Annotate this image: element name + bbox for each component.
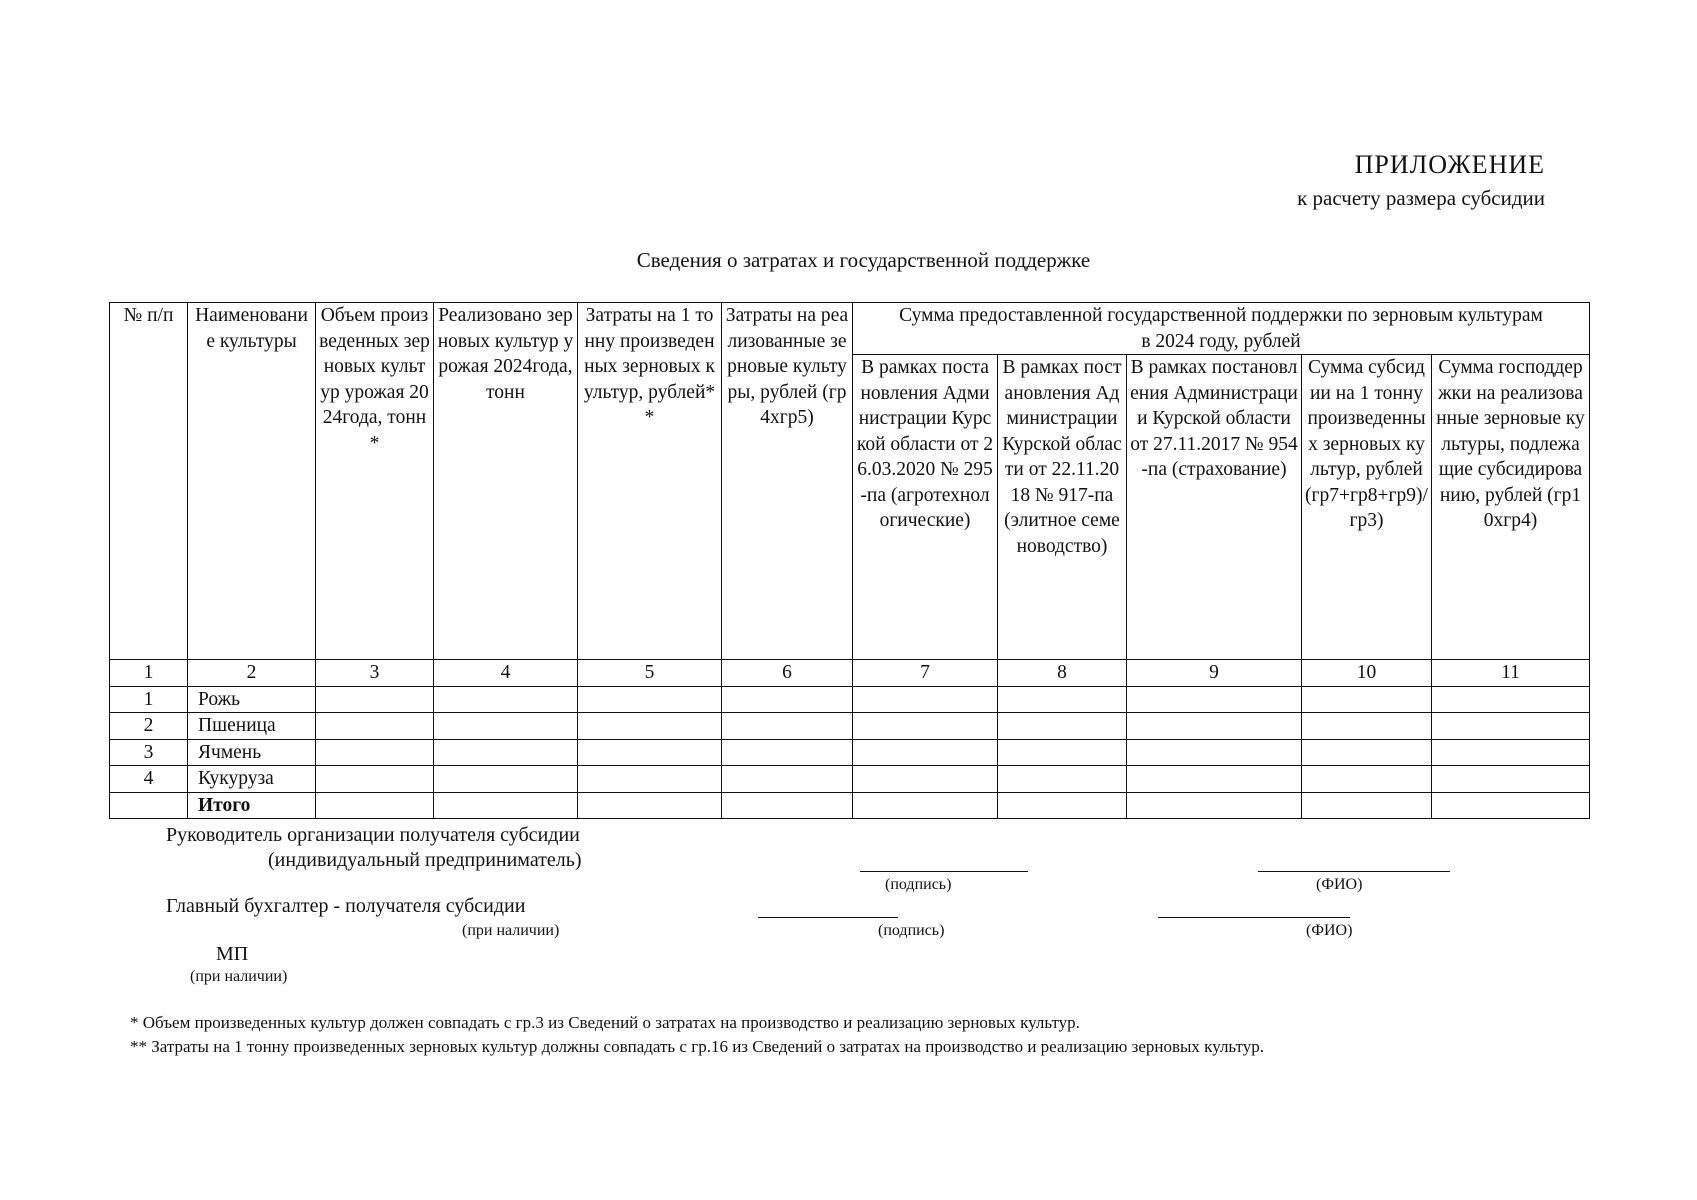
empty-cell (998, 766, 1127, 793)
empty-cell (1432, 792, 1590, 819)
empty-cell (434, 739, 578, 766)
empty-cell (998, 792, 1127, 819)
empty-cell (316, 792, 434, 819)
empty-cell (434, 766, 578, 793)
empty-cell (578, 792, 722, 819)
table-row (110, 713, 1590, 740)
empty-cell (853, 792, 998, 819)
empty-cell (722, 766, 853, 793)
signature-caption: (подпись) (878, 922, 945, 939)
empty-cell (578, 766, 722, 793)
table-row (110, 739, 1590, 766)
empty-cell (1432, 739, 1590, 766)
empty-cell (1302, 713, 1432, 740)
signature-line (860, 871, 1028, 872)
column-number: 6 (722, 660, 853, 687)
empty-cell (1432, 713, 1590, 740)
empty-cell (434, 792, 578, 819)
empty-cell (316, 739, 434, 766)
empty-cell (1302, 766, 1432, 793)
empty-cell (1127, 739, 1302, 766)
col-header-subsidy-per-ton: Сумма субсидии на 1 тонну произведенных зерновых культур, рублей (гр7+гр8+гр9)/гр3) (1302, 355, 1432, 660)
signature-line (758, 917, 898, 918)
col-header-produced-volume: Объем произведенных зерновых культур урожая 2024года, тонн* (316, 303, 434, 660)
col-header-number: № п/п (110, 303, 188, 660)
fio-line (1158, 917, 1350, 918)
document-title: Сведения о затратах и государственной поддержке (636, 248, 1091, 272)
signature-caption: (подпись) (885, 876, 952, 893)
total-row (110, 792, 1590, 819)
chief-accountant-label: Главный бухгалтер - получателя субсидии (166, 895, 526, 917)
empty-cell (1432, 766, 1590, 793)
head-of-organization-label: Руководитель организации получателя субсидии (166, 824, 580, 846)
appendix-title: ПРИЛОЖЕНИЕ (1354, 150, 1545, 179)
table-row (110, 766, 1590, 793)
fio-caption: (ФИО) (1306, 922, 1353, 939)
row-number: 1 (110, 686, 188, 713)
footnote-1: * Объем произведенных культур должен совпадать с гр.3 из Сведений о затратах на производство и реализацию зерновых культур. (130, 1013, 1080, 1032)
crop-name: Рожь (188, 686, 316, 713)
footnote-2: ** Затраты на 1 тонну произведенных зерновых культур должны совпадать с гр.16 из Сведений о затратах на производство и реализацию зерновых культур. (130, 1037, 1264, 1056)
header-row-1 (110, 303, 1590, 355)
empty-cell (110, 792, 188, 819)
empty-cell (722, 686, 853, 713)
col-header-decree-917: В рамках постановления Администрации Курской области от 22.11.2018 № 917-па (элитное семеноводство) (998, 355, 1127, 660)
row-number: 2 (110, 713, 188, 740)
empty-cell (1127, 713, 1302, 740)
col-header-support-sold: Сумма господдержки на реализованные зерновые культуры, подлежащие субсидированию, рублей (гр10хгр4) (1432, 355, 1590, 660)
empty-cell (853, 766, 998, 793)
empty-cell (853, 686, 998, 713)
column-number: 4 (434, 660, 578, 687)
empty-cell (316, 686, 434, 713)
col-header-sold-volume: Реализовано зерновых культур урожая 2024года, тонн (434, 303, 578, 660)
column-number: 8 (998, 660, 1127, 687)
col-header-cost-per-ton: Затраты на 1 тонну произведенных зерновых культур, рублей** (578, 303, 722, 660)
column-numbers-row (110, 660, 1590, 687)
column-number: 7 (853, 660, 998, 687)
empty-cell (1302, 686, 1432, 713)
empty-cell (998, 713, 1127, 740)
col-header-crop-name: Наименование культуры (188, 303, 316, 660)
stamp-label: МП (216, 943, 249, 965)
row-number: 4 (110, 766, 188, 793)
column-number: 5 (578, 660, 722, 687)
empty-cell (434, 713, 578, 740)
empty-cell (998, 686, 1127, 713)
empty-cell (578, 686, 722, 713)
column-number: 2 (188, 660, 316, 687)
empty-cell (722, 739, 853, 766)
column-number: 10 (1302, 660, 1432, 687)
empty-cell (853, 713, 998, 740)
data-table (109, 302, 1590, 819)
fio-caption: (ФИО) (1316, 876, 1363, 893)
column-number: 1 (110, 660, 188, 687)
col-header-support-group: Сумма предоставленной государственной поддержки по зерновым культурам в 2024 году, рублей (853, 303, 1590, 355)
empty-cell (1127, 686, 1302, 713)
col-header-decree-295: В рамках постановления Администрации Курской области от 26.03.2020 № 295-па (агротехнологические) (853, 355, 998, 660)
col-header-decree-954: В рамках постановления Администрации Курской области от 27.11.2017 № 954-па (страхование) (1127, 355, 1302, 660)
empty-cell (1302, 792, 1432, 819)
stamp-note: (при наличии) (190, 968, 288, 985)
empty-cell (722, 713, 853, 740)
column-number: 9 (1127, 660, 1302, 687)
empty-cell (1432, 686, 1590, 713)
row-number: 3 (110, 739, 188, 766)
crop-name: Пшеница (188, 713, 316, 740)
empty-cell (722, 792, 853, 819)
empty-cell (998, 739, 1127, 766)
empty-cell (1127, 766, 1302, 793)
empty-cell (853, 739, 998, 766)
empty-cell (316, 766, 434, 793)
appendix-subtitle: к расчету размера субсидии (1297, 186, 1545, 210)
empty-cell (578, 713, 722, 740)
column-number: 3 (316, 660, 434, 687)
fio-line (1258, 871, 1450, 872)
empty-cell (316, 713, 434, 740)
col-header-sold-costs: Затраты на реализованные зерновые культуры, рублей (гр4хгр5) (722, 303, 853, 660)
total-label: Итого (188, 792, 316, 819)
individual-entrepreneur-label: (индивидуальный предприниматель) (268, 849, 582, 871)
empty-cell (578, 739, 722, 766)
crop-name: Ячмень (188, 739, 316, 766)
empty-cell (434, 686, 578, 713)
column-number: 11 (1432, 660, 1590, 687)
table-row (110, 686, 1590, 713)
if-available-note: (при наличии) (462, 922, 560, 939)
empty-cell (1302, 739, 1432, 766)
empty-cell (1127, 792, 1302, 819)
crop-name: Кукуруза (188, 766, 316, 793)
